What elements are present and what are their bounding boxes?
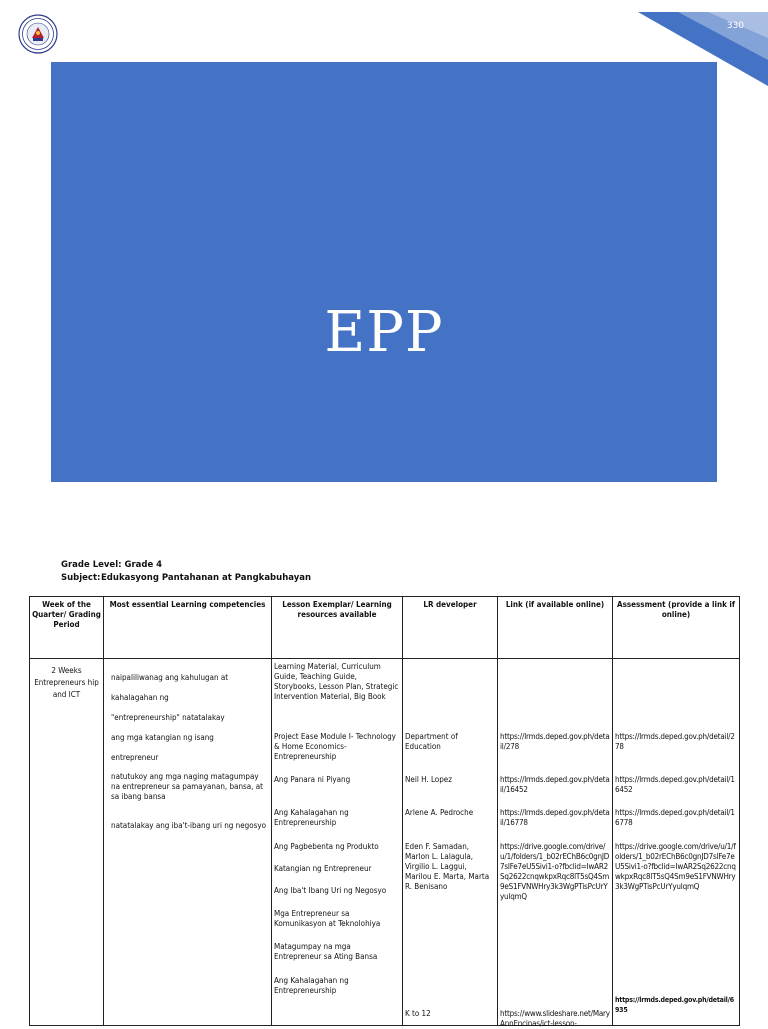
- header-week: Week of the Quarter/ Grading Period: [30, 597, 104, 659]
- table-header-row: [30, 597, 740, 659]
- lesson-item: Mga Entrepreneur sa Komunikasyon at Teknolohiya: [274, 909, 381, 928]
- lesson-item: Matagumpay na mga Entrepreneur sa Ating Bansa: [274, 942, 378, 961]
- header-assessment: Assessment (provide a link if online): [613, 597, 740, 659]
- link-item[interactable]: https://lrmds.deped.gov.ph/detail/278: [500, 732, 610, 751]
- subject-value: Edukasyong Pantahanan at Pangkabuhayan: [101, 573, 312, 583]
- cover-title: EPP: [324, 300, 444, 365]
- subject-row: [61, 572, 311, 585]
- competencies-cell: [104, 659, 272, 1026]
- developers-cell: [403, 659, 498, 1026]
- table-row: [30, 659, 740, 1026]
- grade-level-row: [61, 559, 311, 572]
- lesson-item: Learning Material, Curriculum Guide, Teaching Guide, Storybooks, Lesson Plan, Strategic Intervention Material, Big Book: [274, 662, 399, 701]
- developer-item: K to 12: [405, 1009, 431, 1018]
- competency-item: natatalakay ang iba't-ibang uri ng negosyo: [111, 821, 267, 830]
- competency-item: natutukoy ang mga naging matagumpay na entrepreneur sa pamayanan, bansa, at sa ibang bansa: [111, 772, 263, 801]
- lesson-item: Ang Panara ni Piyang: [274, 775, 351, 784]
- week-cell: 2 Weeks Entrepreneurs hip and ICT: [30, 659, 104, 1026]
- assessment-cell: [613, 659, 740, 1026]
- assessment-link[interactable]: https://drive.google.com/drive/u/1/folders/1_b02rEChB6c0gnJD7slFe7eU5Sivi1-o?fbclid=IwAR2Sq2622cnqwkpxRqc8lT5sQ4Sm9eS1FVNWHry3k3WgPTisPcUrYyulqmQ: [615, 842, 736, 891]
- subject-label: Subject:: [61, 573, 101, 583]
- links-cell: [498, 659, 613, 1026]
- header-lesson-exemplar: Lesson Exemplar/ Learning resources available: [272, 597, 403, 659]
- link-item[interactable]: https://lrmds.deped.gov.ph/detail/16778: [500, 808, 610, 827]
- link-item[interactable]: https://lrmds.deped.gov.ph/detail/16452: [500, 775, 610, 794]
- header-link: Link (if available online): [498, 597, 613, 659]
- header-competencies: Most essential Learning competencies: [104, 597, 272, 659]
- link-item[interactable]: https://drive.google.com/drive/u/1/folders/1_b02rEChB6c0gnJD7slFe7eU5Sivi1-o?fbclid=IwAR2Sq2622cnqwkpxRqc8lT5sQ4Sm9eS1FVNWHry3k3WgPTisPcUrYyulqmQ: [500, 842, 610, 901]
- curriculum-table: [29, 596, 740, 1026]
- assessment-link[interactable]: https://lrmds.deped.gov.ph/detail/16452: [615, 775, 735, 794]
- lesson-item: Ang Iba't Ibang Uri ng Negosyo: [274, 886, 387, 895]
- lesson-item: Project Ease Module I- Technology & Home Economics- Entrepreneurship: [274, 732, 396, 761]
- deped-seal-logo: [18, 14, 58, 54]
- link-item[interactable]: https://www.slideshare.net/MaryAnnEncinas/ict-lesson-: [500, 1009, 610, 1028]
- competency-item: "entrepreneurship" natatalakay: [111, 713, 225, 722]
- developer-item: Department of Education: [405, 732, 458, 751]
- grade-level: Grade Level: Grade 4: [61, 560, 163, 570]
- competency-item: kahalagahan ng: [111, 693, 169, 702]
- lesson-item: Ang Pagbebenta ng Produkto: [274, 842, 379, 851]
- header-lr-developer: LR developer: [403, 597, 498, 659]
- assessment-link[interactable]: https://lrmds.deped.gov.ph/detail/6935: [615, 996, 734, 1014]
- page-number: 330: [726, 21, 744, 31]
- developer-item: Arlene A. Pedroche: [405, 808, 474, 817]
- developer-item: Eden F. Samadan, Marlon L. Lalagula, Virgilio L. Laggui, Marilou E. Marta, Marta R. Benisano: [405, 842, 490, 891]
- competency-item: entrepreneur: [111, 753, 159, 762]
- cover-banner: [51, 62, 717, 482]
- lesson-item: Ang Kahalagahan ng Entrepreneurship: [274, 808, 349, 827]
- document-meta: [61, 559, 311, 585]
- competency-item: ang mga katangian ng isang: [111, 733, 214, 742]
- lesson-item: Katangian ng Entrepreneur: [274, 864, 372, 873]
- lesson-item: Ang Kahalagahan ng Entrepreneurship: [274, 976, 349, 995]
- assessment-link[interactable]: https://lrmds.deped.gov.ph/detail/16778: [615, 808, 735, 827]
- developer-item: Neil H. Lopez: [405, 775, 452, 784]
- assessment-link[interactable]: https://lrmds.deped.gov.ph/detail/278: [615, 732, 735, 751]
- competency-item: naipaliliwanag ang kahulugan at: [111, 673, 229, 682]
- lessons-cell: [272, 659, 403, 1026]
